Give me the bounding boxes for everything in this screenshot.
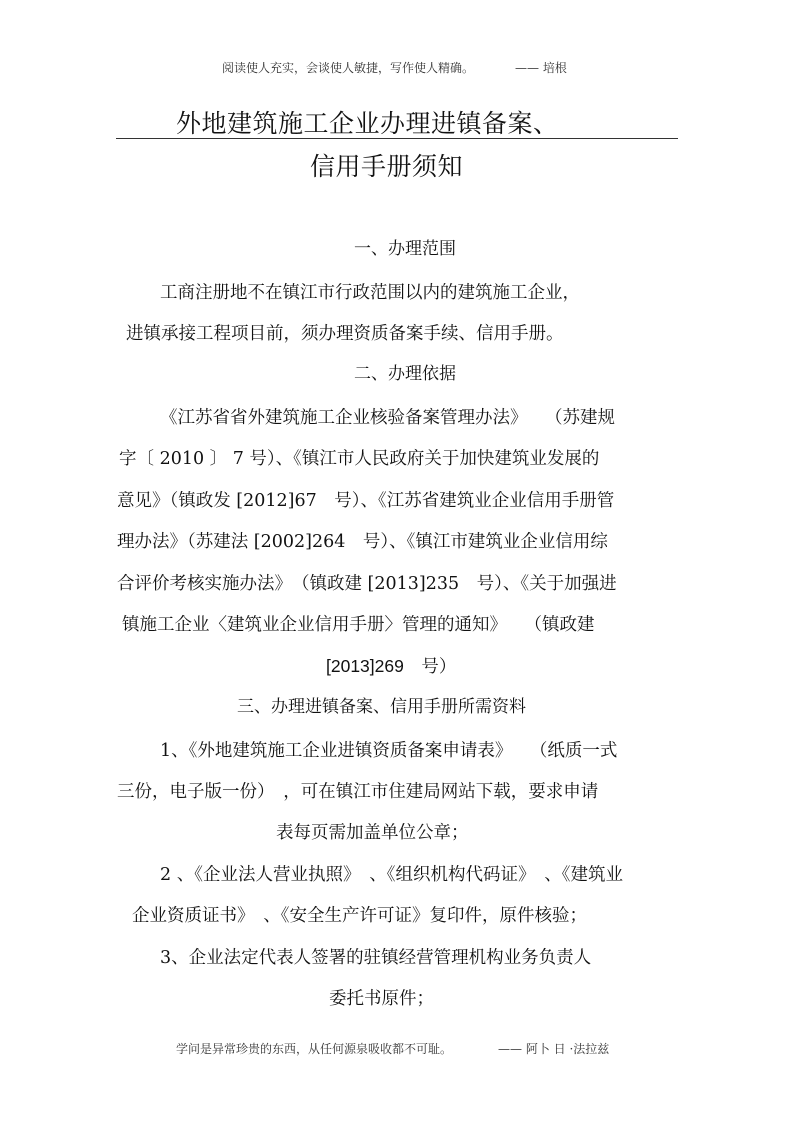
section-heading: 三、办理进镇备案、信用手册所需资料 — [237, 697, 526, 717]
paragraph-line: 2 、《企业法人营业执照》 、《组织机构代码证》 、《建筑业 — [160, 865, 623, 885]
title-line-1: 外地建筑施工企业办理进镇备案、 — [176, 109, 559, 138]
paragraph-line: 企业资质证书》 、《安全生产许可证》复印件，原件核验； — [132, 906, 587, 926]
paragraph-line: 字〔 2010 〕 7 号）、《镇江市人民政府关于加快建筑业发展的 — [119, 449, 600, 469]
title-underline — [116, 138, 678, 139]
paragraph-line: 镇施工企业〈建筑业企业信用手册〉管理的通知》 （镇政建 — [122, 615, 595, 635]
section-heading: 二、办理依据 — [354, 364, 456, 384]
paragraph-line: 意见》（镇政发 [2012]67 号）、《江苏省建筑业企业信用手册管 — [117, 491, 615, 511]
paragraph-line: 工商注册地不在镇江市行政范围以内的建筑施工企业， — [160, 283, 580, 303]
paragraph-line: 合评价考核实施办法》 （镇政建 [2013]235 号）、《关于加强进 — [117, 574, 617, 594]
paragraph-line: 三份，电子版一份） ，可在镇江市住建局网站下载，要求申请 — [117, 782, 599, 802]
paragraph-line: 表每页需加盖单位公章； — [276, 823, 469, 843]
paragraph-line: 1、《外地建筑施工企业进镇资质备案申请表》 （纸质一式 — [160, 741, 618, 761]
title-line-2: 信用手册须知 — [310, 152, 464, 181]
paragraph-line: 理办法》（苏建法 [2002]264 号）、《镇江市建筑业企业信用综 — [117, 532, 608, 552]
header-quote: 阅读使人充实，会谈使人敏捷，写作使人精确。 — [222, 61, 475, 75]
footer-author: —— 阿卜 日 ·法拉兹 — [498, 1042, 610, 1056]
paragraph-line: 3、企业法定代表人签署的驻镇经营管理机构业务负责人 — [160, 948, 592, 968]
paragraph-line: [2013]269 号） — [326, 656, 457, 676]
section-heading: 一、办理范围 — [354, 239, 456, 259]
paragraph-line: 委托书原件； — [329, 989, 434, 1009]
paragraph-line: 进镇承接工程项目前，须办理资质备案手续、信用手册。 — [126, 324, 564, 344]
header-author: —— 培根 — [515, 61, 567, 75]
footer-quote: 学问是异常珍贵的东西，从任何源泉吸收都不可耻。 — [176, 1042, 453, 1056]
paragraph-line: 《江苏省省外建筑施工企业核验备案管理办法》 （苏建规 — [160, 408, 615, 428]
